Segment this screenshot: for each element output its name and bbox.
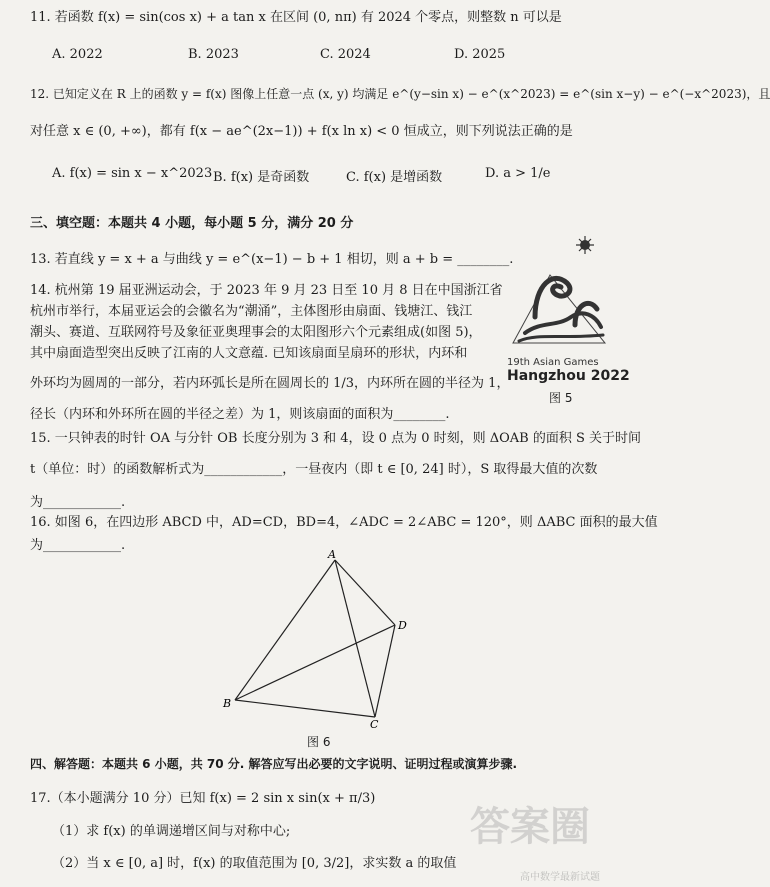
q12-stem-line1: 12. 已知定义在 R 上的函数 y = f(x) 图像上任意一点 (x, y) 均满足 e^(y−sin x) − e^(x^2023) = e^(sin x−y) − e^(−x^2023)，且 — [30, 87, 770, 101]
q11-option-a: A. 2022 — [52, 47, 103, 62]
edge-ad — [335, 560, 395, 625]
q16-line-1: 16. 如图 6，在四边形 ABCD 中，AD=CD，BD=4，∠ADC = 2∠ABC = 120°，则 ΔABC 面积的最大值 — [30, 515, 658, 530]
vertex-a-label: A — [328, 548, 336, 561]
q14-line-5: 外环均为圆周的一部分，若内环弧长是所在圆周长的 1/3，内环所在圆的半径为 1， — [30, 376, 510, 391]
asian-games-logo-icon — [505, 235, 615, 355]
logo-city: Hangzhou 2022 — [507, 368, 630, 384]
q12-option-d: D. a > 1/e — [485, 166, 551, 181]
q12-option-b: B. f(x) 是奇函数 — [213, 170, 310, 185]
q14-line-2: 杭州市举行，本届亚运会的会徽名为“潮涌”，主体图形由扇面、钱塘江、钱江 — [30, 304, 473, 319]
vertex-d-label: D — [398, 619, 407, 632]
edge-bc — [235, 700, 375, 717]
vertex-c-label: C — [370, 718, 379, 731]
q14-line-3: 潮头、赛道、互联网符号及象征亚奥理事会的太阳图形六个元素组成(如图 5)， — [30, 325, 482, 340]
watermark-text: 高中数学最新试题 — [520, 872, 600, 883]
q17-part-2: （2）当 x ∈ [0, a] 时，f(x) 的取值范围为 [0, 3/2]，求实数 a 的取值 — [52, 856, 457, 871]
q14-line-6: 径长（内环和外环所在圆的半径之差）为 1，则该扇面的面积为________. — [30, 407, 450, 422]
q11-option-c: C. 2024 — [320, 47, 371, 62]
watermark-large: 答案圈 — [470, 804, 590, 850]
figure-5-caption: 图 5 — [549, 391, 573, 405]
q15-line-1: 15. 一只钟表的时针 OA 与分针 OB 长度分别为 3 和 4，设 0 点为 0 时刻，则 ΔOAB 的面积 S 关于时间 — [30, 431, 642, 446]
edge-dc — [375, 625, 395, 717]
q13-stem: 13. 若直线 y = x + a 与曲线 y = e^(x−1) − b + 1 相切，则 a + b = ________. — [30, 252, 514, 267]
q15-line-3: 为____________. — [30, 495, 126, 510]
figure-6-quadrilateral — [220, 545, 420, 730]
q12-option-a: A. f(x) = sin x − x^2023 — [52, 166, 213, 181]
q11-stem: 11. 若函数 f(x) = sin(cos x) + a tan x 在区间 (0, nπ) 有 2024 个零点，则整数 n 可以是 — [30, 10, 562, 25]
q15-line-2: t（单位：时）的函数解析式为____________，一昼夜内（即 t ∈ [0, 24] 时），S 取得最大值的次数 — [30, 462, 598, 477]
edge-ac — [335, 560, 375, 717]
edge-bd — [235, 625, 395, 700]
q11-option-b: B. 2023 — [188, 47, 239, 62]
q11-option-d: D. 2025 — [454, 47, 506, 62]
vertex-b-label: B — [223, 697, 232, 710]
q16-line-2: 为____________. — [30, 538, 126, 553]
logo-title: 19th Asian Games — [507, 357, 599, 368]
edge-ab — [235, 560, 335, 700]
section-3-heading: 三、填空题：本题共 4 小题，每小题 5 分，满分 20 分 — [30, 216, 354, 231]
q12-option-c: C. f(x) 是增函数 — [346, 170, 443, 185]
figure-6-caption: 图 6 — [307, 735, 331, 749]
q17-part-1: （1）求 f(x) 的单调递增区间与对称中心; — [52, 824, 291, 839]
q14-line-1: 14. 杭州第 19 届亚洲运动会，于 2023 年 9 月 23 日至 10 月 8 日在中国浙江省 — [30, 283, 503, 298]
q17-stem: 17.（本小题满分 10 分）已知 f(x) = 2 sin x sin(x + π/3) — [30, 791, 376, 806]
q12-stem-line2: 对任意 x ∈ (0, +∞)，都有 f(x − ae^(2x−1)) + f(x ln x) < 0 恒成立，则下列说法正确的是 — [30, 124, 573, 139]
q14-line-4: 其中扇面造型突出反映了江南的人文意蕴. 已知该扇面呈扇环的形状，内环和 — [30, 346, 468, 361]
section-4-heading: 四、解答题：本题共 6 小题，共 70 分. 解答应写出必要的文字说明、证明过程或演算步骤. — [30, 757, 518, 771]
